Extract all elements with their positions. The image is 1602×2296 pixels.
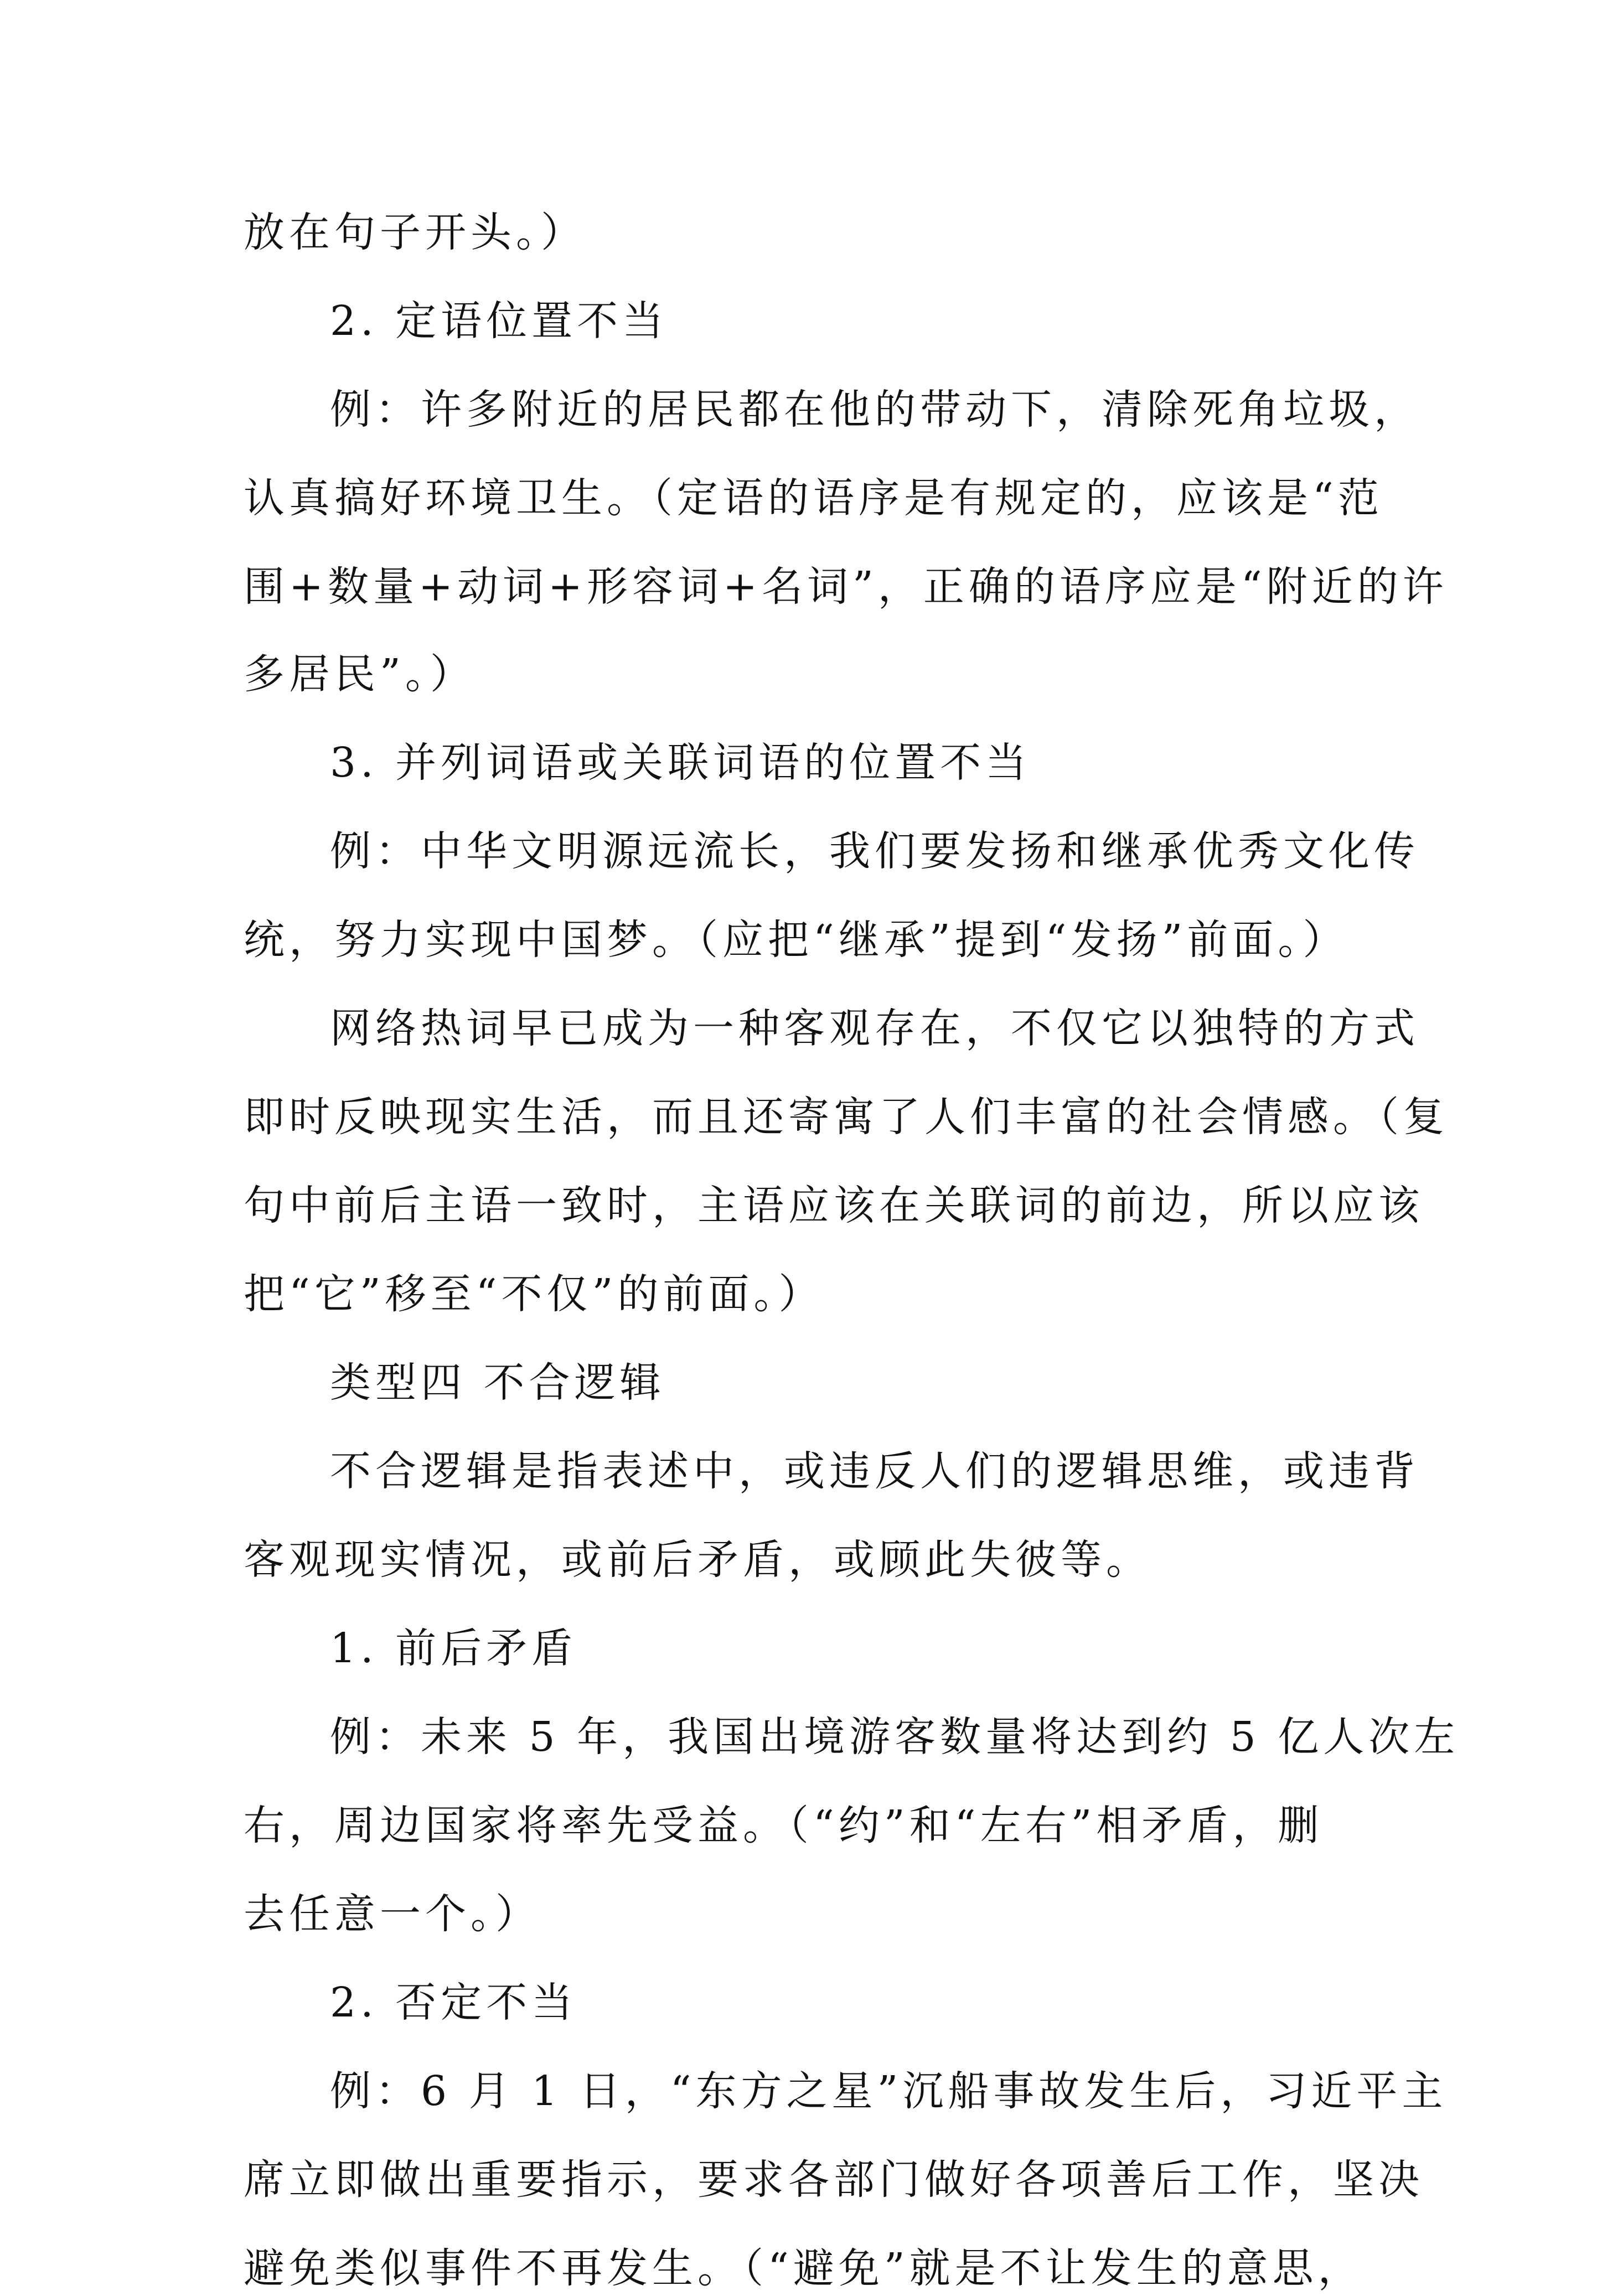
text-line: 即时反映现实生活，而且还寄寓了人们丰富的社会情感。（复 <box>244 1093 1449 1141</box>
text-line: 3. 并列词语或关联词语的位置不当 <box>330 739 1031 787</box>
text-line: 例：许多附近的居民都在他的带动下，清除死角垃圾， <box>330 386 1419 433</box>
text-line: 例：中华文明源远流长，我们要发扬和继承优秀文化传 <box>330 828 1419 875</box>
text-line: 认真搞好环境卫生。（定语的语序是有规定的，应该是“范 <box>244 474 1383 522</box>
text-line: 1. 前后矛盾 <box>330 1625 577 1672</box>
text-line: 围+数量+动词+形容词+名词”，正确的语序应是“附近的许 <box>244 563 1448 611</box>
text-line: 放在句子开头。） <box>244 209 586 256</box>
text-line: 席立即做出重要指示，要求各部门做好各项善后工作，坚决 <box>244 2156 1424 2204</box>
text-line: 把“它”移至“不仅”的前面。） <box>244 1270 824 1318</box>
text-line: 例：未来 5 年，我国出境游客数量将达到约 5 亿人次左 <box>330 1713 1460 1761</box>
text-line: 右，周边国家将率先受益。（“约”和“左右”相矛盾，删 <box>244 1802 1324 1849</box>
text-line: 类型四 不合逻辑 <box>330 1359 665 1406</box>
text-line: 2. 否定不当 <box>330 1979 577 2026</box>
text-line: 统，努力实现中国梦。（应把“继承”提到“发扬”前面。） <box>244 916 1348 964</box>
text-line: 句中前后主语一致时，主语应该在关联词的前边，所以应该 <box>244 1182 1424 1229</box>
text-line: 多居民”。） <box>244 650 476 698</box>
text-line: 例：6 月 1 日，“东方之星”沉船事故发生后，习近平主 <box>330 2067 1448 2115</box>
text-line: 不合逻辑是指表述中，或违反人们的逻辑思维，或违背 <box>330 1447 1419 1495</box>
text-line: 避免类似事件不再发生。（“避免”就是不让发生的意思， <box>244 2245 1363 2292</box>
text-line: 去任意一个。） <box>244 1890 541 1938</box>
text-line: 网络热词早已成为一种客观存在，不仅它以独特的方式 <box>330 1005 1419 1052</box>
text-line: 2. 定语位置不当 <box>330 297 668 345</box>
text-line: 客观现实情况，或前后矛盾，或顾此失彼等。 <box>244 1536 1151 1584</box>
